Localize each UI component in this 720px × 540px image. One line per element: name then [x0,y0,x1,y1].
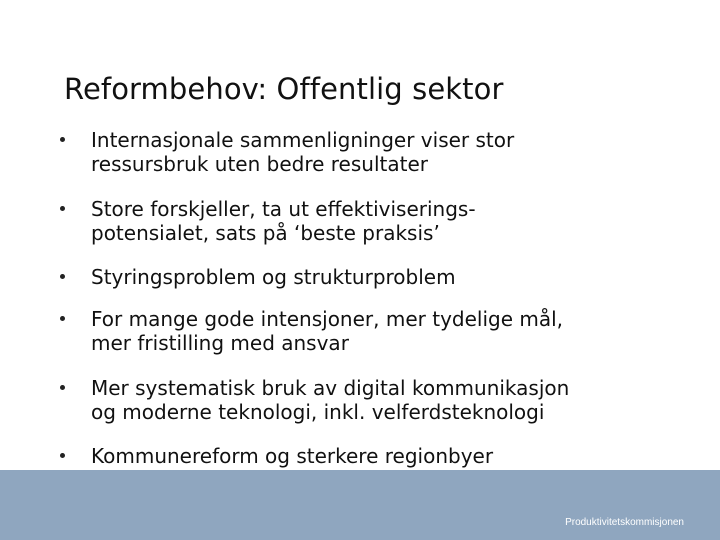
bullet-item [58,197,688,245]
bullet-dot-icon [60,316,65,321]
footer-organization-label: Produktivitetskommisjonen [565,517,684,528]
bullet-item [58,376,688,424]
bullet-text-line: For mange gode intensjoner, mer tydelige mål, [91,307,564,331]
bullet-dot-icon [60,206,65,211]
bullet-text-line: mer fristilling med ansvar [91,331,349,355]
bullet-text-line: ressursbruk uten bedre resultater [91,152,428,176]
footer-band [0,470,720,540]
slide-title: Reformbehov: Offentlig sektor [64,72,504,106]
bullet-text-line: Kommunereform og sterkere regionbyer [91,444,494,468]
bullet-text-line: Store forskjeller, ta ut effektiviserings- [91,197,476,221]
bullet-text-line: potensialet, sats på ‘beste praksis’ [91,221,440,245]
bullet-item [58,128,688,176]
bullet-dot-icon [60,385,65,390]
bullet-dot-icon [60,453,65,458]
bullet-item [58,444,688,468]
bullet-list [58,128,688,468]
bullet-dot-icon [60,274,65,279]
bullet-text-line: Internasjonale sammenligninger viser stor [91,128,515,152]
bullet-dot-icon [60,137,65,142]
bullet-item [58,265,688,289]
bullet-text-line: Mer systematisk bruk av digital kommunikasjon [91,376,570,400]
bullet-text-line: og moderne teknologi, inkl. velferdsteknologi [91,400,545,424]
bullet-text-line: Styringsproblem og strukturproblem [91,265,456,289]
bullet-item [58,307,688,355]
